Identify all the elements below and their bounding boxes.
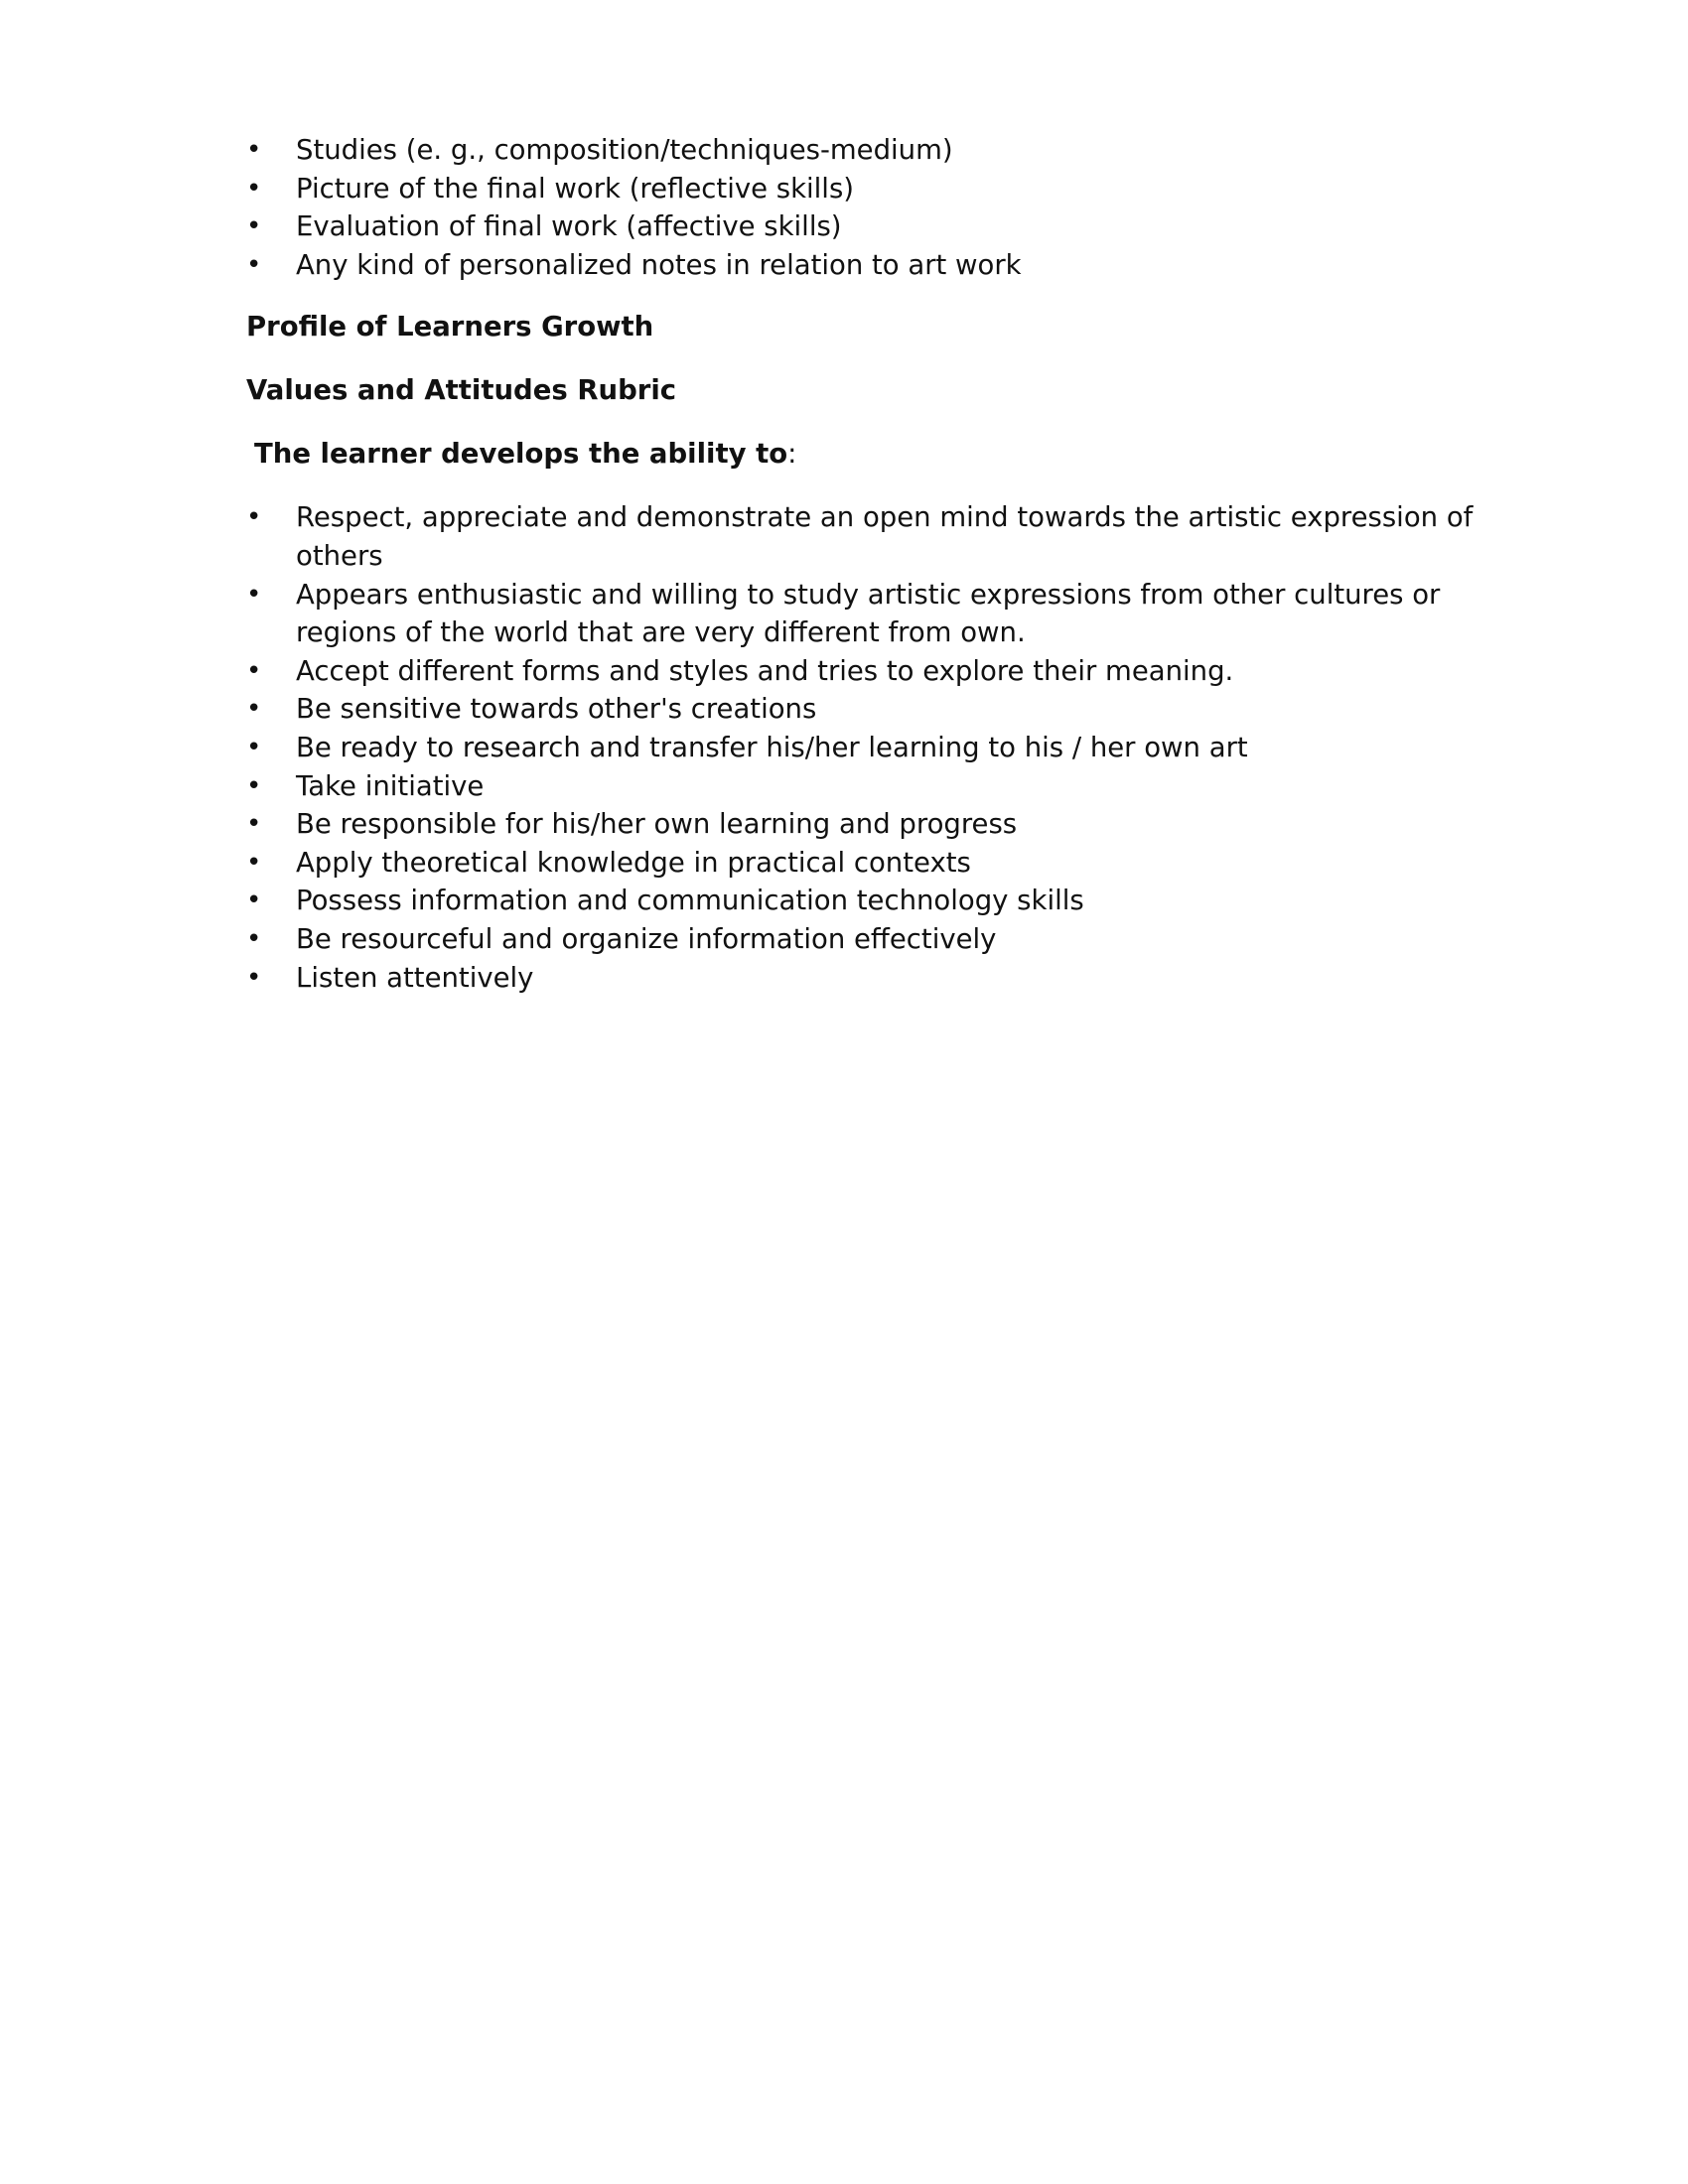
bullet-icon: • — [246, 732, 262, 762]
list-item — [246, 246, 1517, 285]
list-item — [246, 498, 1517, 575]
list-item-text: Respect, appreciate and demonstrate an open mind towards the artistic expression of others — [296, 501, 1474, 572]
ability-lead-colon: : — [787, 438, 797, 471]
bullet-icon: • — [246, 249, 262, 280]
list-item-text: Evaluation of final work (affective skills) — [296, 210, 842, 243]
list-item-text: Be responsible for his/her own learning and progress — [296, 808, 1018, 841]
list-item — [246, 690, 1517, 729]
bullet-icon: • — [246, 579, 262, 610]
portfolio-list — [246, 131, 1517, 284]
ability-lead-text: The learner develops the ability to — [254, 438, 788, 471]
list-item — [246, 882, 1517, 920]
list-item-text: Take initiative — [296, 769, 485, 802]
bullet-icon: • — [246, 809, 262, 840]
list-item — [246, 652, 1517, 691]
list-item — [246, 170, 1517, 208]
bullet-icon: • — [246, 770, 262, 801]
bullet-icon: • — [246, 847, 262, 878]
list-item-text: Any kind of personalized notes in relation to art work — [296, 248, 1022, 281]
list-item-text: Listen attentively — [296, 961, 534, 994]
list-item — [246, 844, 1517, 883]
list-item — [246, 959, 1517, 998]
list-item-text: Accept different forms and styles and tries to explore their meaning. — [296, 654, 1234, 687]
values-list — [246, 498, 1517, 997]
list-item — [246, 131, 1517, 170]
bullet-icon: • — [246, 173, 262, 204]
list-item — [246, 767, 1517, 806]
list-item — [246, 805, 1517, 844]
profile-heading: Profile of Learners Growth — [246, 311, 654, 343]
list-item-text: Studies (e. g., composition/techniques-medium) — [296, 134, 953, 166]
list-item — [246, 729, 1517, 767]
list-item-text: Picture of the final work (reflective skills) — [296, 172, 855, 205]
bullet-icon: • — [246, 655, 262, 686]
bullet-icon: • — [246, 962, 262, 993]
bullet-icon: • — [246, 886, 262, 916]
list-item — [246, 920, 1517, 959]
values-rubric-heading: Values and Attitudes Rubric — [246, 374, 677, 407]
list-item-text: Be sensitive towards other's creations — [296, 693, 817, 726]
bullet-icon: • — [246, 135, 262, 165]
list-item — [246, 576, 1517, 652]
list-item — [246, 207, 1517, 246]
bullet-icon: • — [246, 694, 262, 725]
bullet-icon: • — [246, 923, 262, 954]
page-content — [246, 131, 1517, 997]
bullet-icon: • — [246, 502, 262, 533]
list-item-text: Appears enthusiastic and willing to study artistic expressions from other cultures or regions of the world that are very different from own. — [296, 578, 1441, 649]
list-item-text: Be resourceful and organize information effectively — [296, 922, 997, 955]
list-item-text: Be ready to research and transfer his/her learning to his / her own art — [296, 731, 1248, 763]
list-item-text: Apply theoretical knowledge in practical contexts — [296, 846, 971, 879]
bullet-icon: • — [246, 211, 262, 242]
ability-lead-heading — [246, 435, 1517, 473]
list-item-text: Possess information and communication technology skills — [296, 885, 1084, 917]
